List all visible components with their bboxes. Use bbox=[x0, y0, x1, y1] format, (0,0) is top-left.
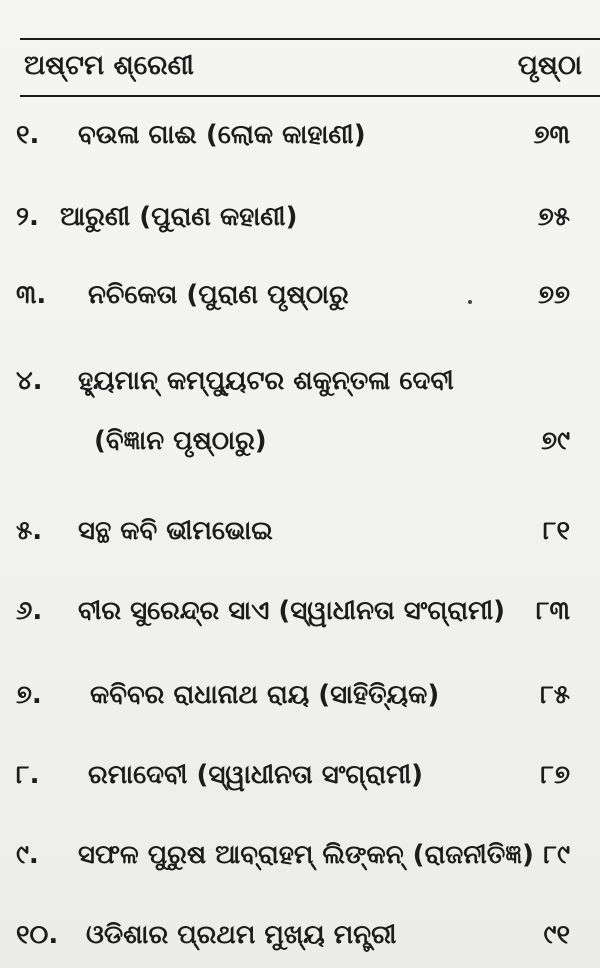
entry-page: ୭୩ bbox=[533, 120, 570, 150]
entry-subtitle: (ବିଜ୍ଞାନ ପୃଷ୍ଠାରୁ) bbox=[94, 426, 267, 456]
entry-number: ୧୦. bbox=[16, 920, 59, 950]
entry-title: ଓଡିଶାର ପ୍ରଥମ ମୁଖ୍ୟ ମନ୍ତ୍ରୀ bbox=[86, 920, 397, 950]
class-heading: ଅଷ୍ଟମ ଶ୍ରେଣୀ bbox=[24, 50, 194, 81]
entry-title: ସଫଳ ପୁରୁଷ ଆବ୍ରାହମ୍ ଲିଙ୍କନ୍ (ରାଜନୀତିଜ୍ଞ) bbox=[78, 840, 534, 870]
entry-number: ୬. bbox=[16, 596, 43, 626]
top-rule bbox=[20, 38, 600, 40]
toc-entry bbox=[16, 280, 570, 320]
entry-page: ୮୯ bbox=[543, 840, 570, 870]
toc-entry bbox=[16, 366, 570, 476]
entry-number: ୧. bbox=[16, 120, 40, 150]
entry-number: ୯. bbox=[16, 840, 39, 870]
entry-title: ହ୍ୟୁମାନ୍ କମ୍ପ୍ୟୁଟର ଶକୁନ୍ତଳା ଦେବୀ bbox=[78, 366, 454, 396]
table-header bbox=[24, 50, 582, 86]
entry-title: ନଚିକେତା (ପୁରାଣ ପୃଷ୍ଠାରୁ bbox=[88, 280, 349, 310]
entry-page: ୮୭ bbox=[540, 760, 570, 790]
toc-entry bbox=[16, 840, 570, 880]
toc-entry bbox=[16, 120, 570, 160]
entry-page: ୮୩ bbox=[535, 596, 570, 626]
toc-entry bbox=[16, 680, 570, 720]
toc-entry bbox=[16, 202, 570, 242]
page-column-heading: ପୃଷ୍ଠା bbox=[517, 50, 582, 81]
toc-entry bbox=[16, 920, 570, 960]
entry-title: ବଉଳା ଗାଈ (ଲୋକ କାହାଣୀ) bbox=[78, 120, 366, 150]
entry-number: ୮. bbox=[16, 760, 40, 790]
entry-number: ୨. bbox=[16, 202, 39, 232]
entry-title: ଆରୁଣୀ (ପୁରାଣ କହାଣୀ) bbox=[60, 202, 298, 232]
entry-number: ୪. bbox=[16, 366, 43, 396]
entry-page: ୯୧ bbox=[543, 920, 570, 950]
toc-entry bbox=[16, 760, 570, 800]
entry-page: ୮୧ bbox=[542, 516, 570, 546]
entry-number: ୭. bbox=[16, 680, 42, 710]
header-rule bbox=[20, 95, 600, 97]
entry-title: ସନ୍ଥ କବି ଭୀମଭୋଇ bbox=[78, 516, 273, 546]
entry-title: ବୀର ସୁରେନ୍ଦ୍ର ସାଏ (ସ୍ୱାଧୀନତା ସଂଗ୍ରାମୀ) bbox=[78, 596, 505, 626]
entry-number: ୩. bbox=[16, 280, 47, 310]
entry-page: ୭୯ bbox=[541, 426, 570, 456]
entry-page: ୮୫ bbox=[540, 680, 570, 710]
entry-page: ୭୭ bbox=[538, 280, 570, 310]
toc-entry bbox=[16, 516, 570, 556]
entry-title: କବିବର ରାଧାନାଥ ରାୟ (ସାହିତ୍ୟିକ) bbox=[90, 680, 440, 710]
toc-entry bbox=[16, 596, 570, 636]
entry-number: ୫. bbox=[16, 516, 43, 546]
entry-page: ୭୫ bbox=[537, 202, 570, 232]
stray-dot bbox=[468, 300, 472, 304]
entry-title: ରମାଦେବୀ (ସ୍ୱାଧୀନତା ସଂଗ୍ରାମୀ) bbox=[88, 760, 424, 790]
